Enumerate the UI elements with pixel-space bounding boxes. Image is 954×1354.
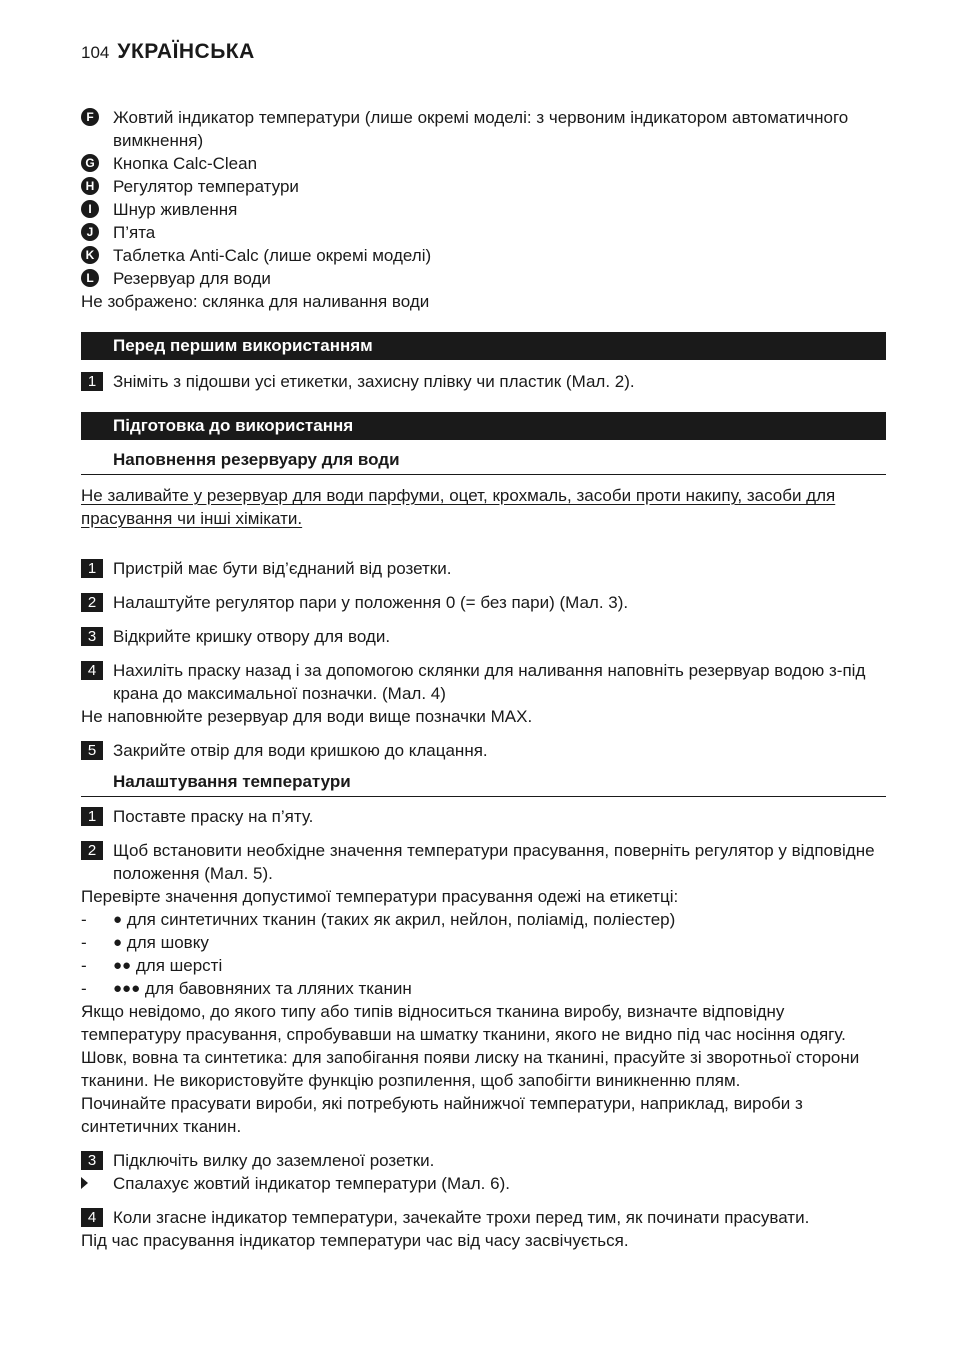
section-heading-preparing: Підготовка до використання [81,412,886,440]
step-number: 2 [81,593,103,612]
legend-text: Жовтий індикатор температури (лише окремі моделі: з червоним індикатором автоматичного вимкнення) [113,108,849,150]
step-text: Щоб встановити необхідне значення температури прасування, поверніть регулятор у відповідне положення (Мал. 5). [113,841,875,883]
step-number: 3 [81,627,103,646]
step-text: Підключіть вилку до заземленої розетки. [113,1151,435,1170]
legend-text: Резервуар для води [113,269,271,288]
language-title: УКРАЇНСЬКА [117,40,255,63]
page-header [81,40,886,74]
step-result [81,1172,886,1195]
step-item [81,1149,886,1172]
step-item [81,739,886,762]
warning-note [81,484,886,530]
not-shown-note: Не зображено: склянка для наливання води [81,292,430,311]
legend-item [81,198,886,221]
fabric-text: для шерсті [135,956,223,975]
legend-item [81,244,886,267]
step-item [81,557,886,580]
legend-text: Кнопка Calc-Clean [113,154,258,173]
subheading-temperature: Налаштування температури [81,770,886,797]
letter-i-icon: I [81,200,99,218]
step-item [81,659,886,705]
step-number: 5 [81,741,103,760]
step-number: 2 [81,841,103,860]
step-text: Поставте праску на п’яту. [113,807,314,826]
fabric-text: для синтетичних тканин (таких як акрил, нейлон, поліамід, поліестер) [126,910,676,929]
step-text: Відкрийте кришку отвору для води. [113,627,391,646]
subheading-filling: Наповнення резервуару для води [81,448,886,475]
start-low-paragraph: Починайте прасувати вироби, які потребують найнижчої температури, наприклад, вироби з синтетичних тканин. [81,1094,803,1136]
step-item [81,839,886,885]
letter-l-icon: L [81,269,99,287]
page-number: 104 [81,43,110,62]
temp-dot-icon: ● [113,911,123,928]
legend-item [81,175,886,198]
step-text: Нахиліть праску назад і за допомогою склянки для наливання наповніть резервуар водою з-під крана до максимальної позначки. (Мал. 4) [113,661,866,703]
manual-page [81,40,886,1252]
letter-f-icon: F [81,108,99,126]
step-number: 4 [81,1208,103,1227]
step-number: 1 [81,559,103,578]
fabric-item [81,977,886,1000]
step-number: 1 [81,372,103,391]
letter-h-icon: H [81,177,99,195]
legend-text: П’ята [113,223,156,242]
letter-j-icon: J [81,223,99,241]
check-label: Перевірте значення допустимої температури прасування одежі на етикетці: [81,887,679,906]
letter-k-icon: K [81,246,99,264]
step-number: 4 [81,661,103,680]
dash-marker: - [81,979,87,998]
fabric-item [81,954,886,977]
unknown-fabric-paragraph: Якщо невідомо, до якого типу або типів відноситься тканина виробу, визначте відповідну температуру прасування, спробувавши на шматку тканини, якого не видно під час носіння одягу. [81,1002,846,1044]
step-item [81,1206,886,1229]
silk-wool-paragraph: Шовк, вовна та синтетика: для запобігання появи лиску на тканині, прасуйте зі зворотньої сторони тканини. Не використовуйте функцію розпилення, щоб запобігти виникненню плям. [81,1048,860,1090]
dash-marker: - [81,933,87,952]
legend-item [81,152,886,175]
step-text: Закрийте отвір для води кришкою до клацання. [113,741,488,760]
step-number: 1 [81,807,103,826]
step-item [81,805,886,828]
step-number: 3 [81,1151,103,1170]
legend-item [81,267,886,290]
result-arrow-icon [81,1172,113,1195]
max-note: Не наповнюйте резервуар для води вище позначки MAX. [81,707,533,726]
legend-text: Таблетка Anti-Calc (лише окремі моделі) [113,246,432,265]
step-text: Пристрій має бути від’єднаний від розетки. [113,559,452,578]
legend-text: Регулятор температури [113,177,299,196]
temp-dot-icon: ●●● [113,980,141,997]
section-heading-before-first-use: Перед першим використанням [81,332,886,360]
warning-text: Не заливайте у резервуар для води парфуми, оцет, крохмаль, засоби проти накипу, засоби для прасування чи інші хімікати. [81,486,836,528]
fabric-item [81,931,886,954]
step-item [81,591,886,614]
result-text: Спалахує жовтий індикатор температури (Мал. 6). [113,1174,510,1193]
temp-dot-icon: ●● [113,957,132,974]
step-item [81,625,886,648]
final-note: Під час прасування індикатор температури час від часу засвічується. [81,1231,629,1250]
step-text: Коли згасне індикатор температури, зачекайте трохи перед тим, як починати прасувати. [113,1208,810,1227]
fabric-text: для шовку [126,933,209,952]
legend-text: Шнур живлення [113,200,238,219]
legend-item [81,221,886,244]
dash-marker: - [81,910,87,929]
step-text: Зніміть з підошви усі етикетки, захисну плівку чи пластик (Мал. 2). [113,372,635,391]
parts-legend [81,106,886,313]
step-item [81,370,886,393]
fabric-item [81,908,886,931]
letter-g-icon: G [81,154,99,172]
fabric-text: для бавовняних та лляних тканин [144,979,412,998]
step-text: Налаштуйте регулятор пари у положення 0 (= без пари) (Мал. 3). [113,593,629,612]
dash-marker: - [81,956,87,975]
temp-dot-icon: ● [113,934,123,951]
legend-item [81,106,886,152]
